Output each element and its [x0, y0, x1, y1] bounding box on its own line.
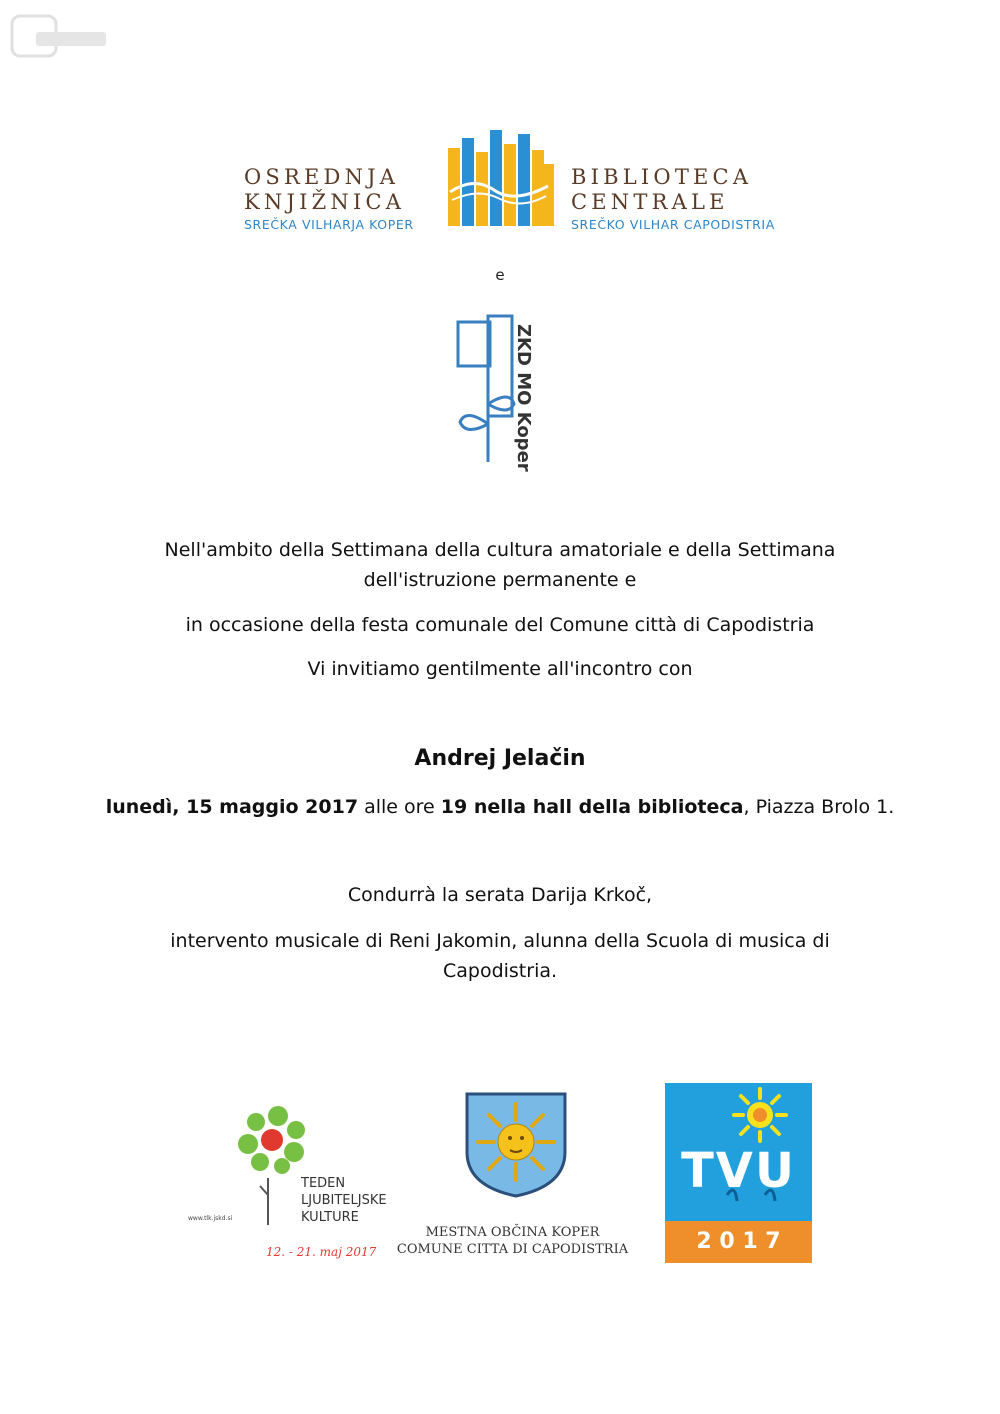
tvu-logo [665, 1083, 812, 1263]
tlk-title [301, 1175, 387, 1226]
intro-line-2: dell'istruzione permanente e [363, 569, 637, 591]
intro-paragraph [100, 535, 900, 595]
library-books-logo [444, 130, 556, 230]
event-details [40, 792, 960, 822]
library-name-slovene [244, 165, 429, 232]
tlk-line-3: KULTURE [301, 1210, 359, 1225]
event-time-place: 19 nella hall della biblioteca [440, 796, 744, 818]
tvu-year: 2 0 1 7 [665, 1221, 812, 1263]
tvu-word: TVU [681, 1143, 796, 1199]
event-time-prefix: alle ore [358, 796, 441, 818]
library-sub-slovene: SREČKA VILHARJA KOPER [244, 217, 414, 232]
intro-line-1: Nell'ambito della Settimana della cultura amatoriale e della Settimana [164, 539, 836, 561]
library-name-italian [571, 165, 775, 232]
music-paragraph [100, 926, 900, 986]
music-line-2: Capodistria. [442, 960, 558, 982]
invitation-text: Vi invitiamo gentilmente all'incontro con [307, 658, 693, 680]
event-date: lunedì, 15 maggio 2017 [105, 796, 359, 818]
municipality-line-1: MESTNA OBČINA KOPER [425, 1225, 600, 1240]
tlk-logo [186, 1095, 391, 1265]
conjunction-text: e [495, 266, 505, 284]
library-line1-slovene: OSREDNJA [244, 165, 400, 189]
occasion-text: in occasione della festa comunale del Comune città di Capodistria [185, 614, 815, 636]
library-line2-slovene: KNJIŽNICA [244, 190, 406, 214]
municipality-line-2: COMUNE CITTA DI CAPODISTRIA [396, 1242, 629, 1257]
zkd-logo-text: ZKD MO Koper [513, 324, 534, 472]
municipality-name [380, 1224, 645, 1258]
zkd-logo [452, 312, 562, 477]
koper-crest-icon [463, 1090, 569, 1200]
library-line1-italian: BIBLIOTECA [571, 165, 753, 189]
tlk-dates: 12. - 21. maj 2017 [266, 1245, 377, 1259]
library-line2-italian: CENTRALE [571, 190, 729, 214]
host-text: Condurrà la serata Darija Krkoč, [347, 884, 653, 906]
guest-name: Andrej Jelačin [414, 746, 586, 771]
watermark-logo [10, 12, 110, 62]
tlk-url: www.tlk.jskd.si [188, 1215, 233, 1222]
music-line-1: intervento musicale di Reni Jakomin, alunna della Scuola di musica di [170, 930, 830, 952]
event-address: , Piazza Brolo 1. [743, 796, 895, 818]
tlk-line-1: TEDEN [301, 1176, 346, 1191]
tlk-line-2: LJUBITELJSKE [301, 1193, 387, 1208]
library-sub-italian: SREČKO VILHAR CAPODISTRIA [571, 217, 775, 232]
